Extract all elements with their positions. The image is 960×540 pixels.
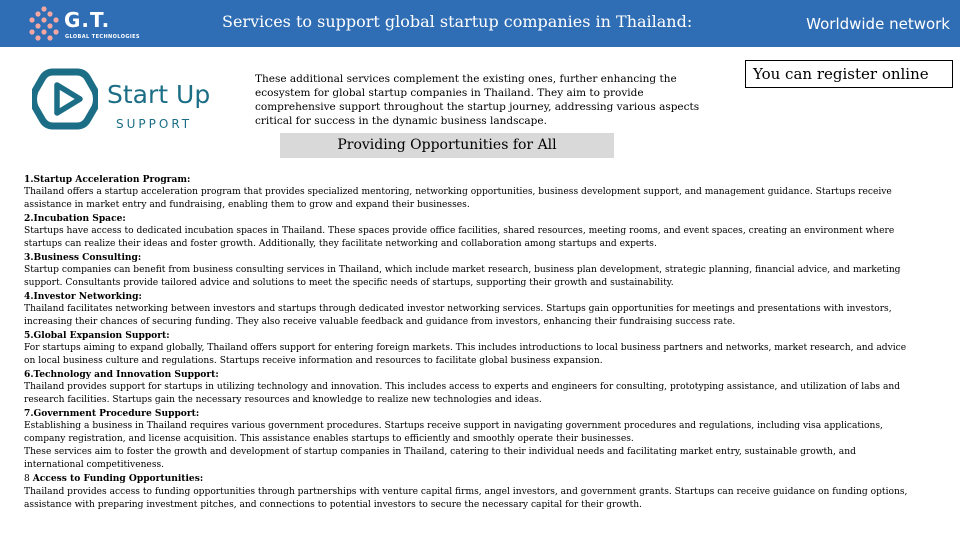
service-heading: 3.Business Consulting:: [24, 252, 142, 263]
service-description: Startup companies can benefit from business consulting services in Thailand, which include market research, business plan development, strategic planning, financial advice, and marketing support. Consultants provide tailored advice and solutions to meet the specific needs of startups, supporting their growth and sustainability.: [24, 265, 901, 288]
service-description: Thailand provides support for startups in utilizing technology and innovation. This includes access to experts and engineers for consulting, prototyping assistance, and utilization of labs and research facilities. Startups gain the necessary resources and knowledge to realize new technologies and ideas.: [24, 382, 901, 405]
service-heading: 2.Incubation Space:: [24, 213, 126, 224]
service-description: Thailand provides access to funding opportunities through partnerships with venture capital firms, angel investors, and government grants. Startups can receive guidance on funding options, assistance with preparing investment pitches, and connections to potential investors to secure the necessary capital for their growth.: [24, 487, 908, 510]
service-heading: 4.Investor Networking:: [24, 291, 142, 302]
service-description: Thailand facilitates networking between investors and startups through dedicated investor networking services. Startups gain opportunities for meetings and presentations with investors, increasing their chances of securing funding. They also receive valuable feedback and guidance from investors, enhancing their fundraising success rate.: [24, 304, 892, 327]
header-bar: [0, 0, 960, 47]
worldwide-network-label: Worldwide network: [806, 15, 950, 33]
play-hexagon-logo-icon: [32, 66, 98, 132]
service-number: 8: [24, 474, 33, 484]
services-list: [24, 173, 910, 512]
service-description: Startups have access to dedicated incubation spaces in Thailand. These spaces provide office facilities, shared resources, meeting rooms, and event spaces, creating an environment where startups can realize their ideas and foster growth. Additionally, they facilitate networking and collaboration among startups and experts.: [24, 226, 895, 249]
page-title: Services to support global startup companies in Thailand:: [222, 12, 693, 31]
intro-paragraph: These additional services complement the existing ones, further enhancing the ecosystem for global startup companies in Thailand. They aim to provide comprehensive support throughout the startup journey, addressing various aspects critical for success in the dynamic business landscape.: [255, 73, 700, 127]
closing-paragraph: These services aim to foster the growth and development of startup companies in Thailand, catering to their individual needs and facilitating market entry, sustainable growth, and international competitiveness.: [24, 447, 856, 470]
gt-dots-logo-icon: [26, 6, 62, 42]
gt-logo[interactable]: [26, 5, 140, 43]
service-heading: 5.Global Expansion Support:: [24, 330, 170, 341]
service-heading: Access to Funding Opportunities:: [32, 473, 204, 484]
service-description: Establishing a business in Thailand requires various government procedures. Startups receive support in navigating government procedures and regulations, including visa applications, company registration, and license acquisition. This assistance enables startups to efficiently and smoothly operate their businesses.: [24, 421, 883, 444]
service-heading: 1.Startup Acceleration Program:: [24, 174, 191, 185]
service-description: For startups aiming to expand globally, Thailand offers support for entering foreign markets. This includes introductions to local business partners and networks, market research, and advice on local business culture and regulations. Startups receive information and resources to facilitate global business expansion.: [24, 343, 907, 366]
brand-title: Start Up: [107, 80, 211, 109]
brand-subtitle: SUPPORT: [116, 117, 193, 131]
service-heading: 7.Government Procedure Support:: [24, 408, 200, 419]
logo-subtitle: GLOBAL TECHNOLOGIES: [65, 34, 140, 40]
logo-name: G.T.: [64, 8, 111, 32]
startup-support-logo: [32, 66, 222, 148]
register-online-button[interactable]: You can register online: [745, 60, 953, 88]
opportunities-banner: Providing Opportunities for All: [280, 133, 614, 158]
service-description: Thailand offers a startup acceleration program that provides specialized mentoring, networking opportunities, business development support, and management guidance. Startups receive assistance in market entry and fundraising, enabling them to grow and expand their businesses.: [24, 187, 892, 210]
service-heading: 6.Technology and Innovation Support:: [24, 369, 219, 380]
service-heading-row: [24, 472, 910, 486]
